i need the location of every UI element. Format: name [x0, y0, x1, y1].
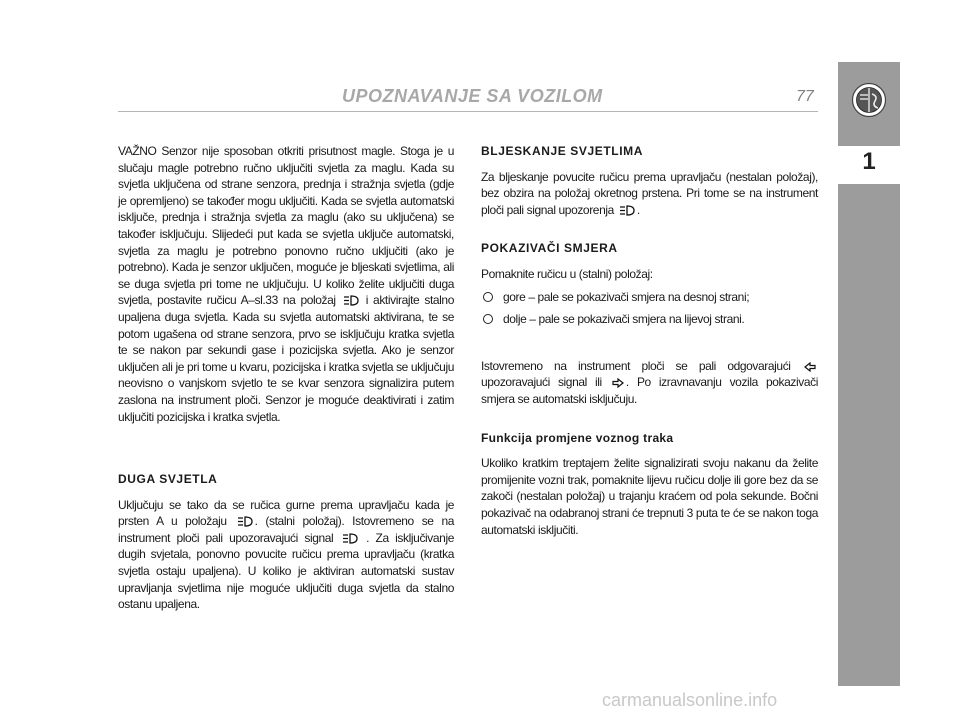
important-note-text-b: i aktivirajte stalno upaljena duga svjetla. Kada su svjetla automatski aktivirana, te se potom ugašena od strane senzora, prvo se isključuju kratka svjetla te se nakon par sekundi gase i pozicijska svjetla. Ako je senzor uključen ali je pri tome u kvaru, pozicijska i kratka svjetla se uključuju neovisno o vanjskom svjetlo te se kvar senzora signalizira putem zaslona na instrument ploči. Senzor je moguće deaktivirati i zatim uključiti pozicijska i kratka svjetla.: [118, 293, 454, 424]
flashing-heading: BLJESKANJE SVJETLIMA: [481, 144, 644, 158]
page-number: 77: [796, 88, 814, 105]
list-item: [481, 311, 818, 328]
indicators-text-c: . Po izravnavanju vozila pokazivači smjera se automatski isključuju.: [481, 375, 818, 406]
left-column: [118, 143, 454, 613]
right-arrow-icon: [612, 378, 624, 388]
indicator-bullet-text: dolje – pale se pokazivači smjera na lijevoj strani.: [503, 312, 745, 327]
list-item: [481, 289, 818, 306]
high-beam-text-c: . Za isključivanje dugih svjetala, ponovno povucite ručicu prema upravljaču (kratka svjetla ostaju upaljena). U koliko je aktiviran automatski sustav upravljanja svjetlima nije moguće uključiti duga svjetla da stalno ostanu upaljena.: [118, 530, 454, 612]
flashing-end: .: [636, 202, 640, 217]
high-beam-icon: [237, 516, 253, 527]
right-column: [481, 143, 818, 538]
header-divider: [118, 111, 818, 112]
lane-change-heading: Funkcija promjene voznog traka: [481, 430, 674, 445]
high-beam-icon: [619, 205, 635, 216]
lane-change-paragraph: Ukoliko kratkim treptajem želite signalizirati svoju nakanu da želite promijenite vozni trak, pomaknite lijevu ručicu dolje ili gore bez da se zakoči (nestalan položaj) u trajanju kraćem od pola sekunde. Bočni pokazivač na odabranoj strani će trepnuti 3 puta te će se nakon toga automatski isključiti.: [481, 456, 818, 537]
high-beam-paragraph: [118, 497, 454, 613]
left-arrow-icon: [804, 362, 816, 372]
chapter-number: 1: [862, 148, 876, 175]
high-beam-warning-icon: [342, 533, 358, 544]
indicator-bullet-text: gore – pale se pokazivači smjera na desnoj strani;: [503, 289, 750, 304]
indicators-heading: POKAZIVAČI SMJERA: [481, 241, 618, 256]
alfa-romeo-logo-icon: [851, 82, 887, 118]
high-beam-text-b: . (stalni položaj). Istovremeno se na instrument ploči pali upozoravajući signal: [118, 514, 455, 545]
bullet-circle-icon: [483, 314, 493, 324]
indicators-paragraph: [481, 358, 818, 408]
watermark: carmanualsonline.info: [602, 690, 778, 710]
bullet-circle-icon: [483, 292, 493, 302]
important-note-text-a: VAŽNO Senzor nije sposoban otkriti prisutnost magle. Stoga je u slučaju magle potrebno ručno uključiti svjetla za maglu. Kada su svjetla uključena od strane senzora, prednja i stražnja svjetla (gdje je opremljeno) se također mogu uključiti. Kada se svjetla automatski isključe, prednja i stražnja svjetla za maglu (ako su uključena) se također isključuju. Slijedeći put kada se svjetla uključe automatski, svjetla za maglu je potrebno ponovno ručno uključiti (ako je potrebno). Kada je senzor uključen, moguće je bljeskati svjetlima, ali se duga svjetla pri tome ne uključuju. U koliko želite uključiti duga svjetla, postavite ručicu A–sl.33 na položaj: [118, 144, 454, 308]
page-title: UPOZNAVANJE SA VOZILOM: [342, 86, 603, 106]
indicators-text-a: Istovremeno na instrument ploči se pali odgovarajući: [481, 358, 791, 373]
high-beam-text-a: Uključuju se tako da se ručica gurne prema upravljaču kada je prsten A u položaju: [118, 497, 454, 529]
indicators-text-b: upozoravajući signal ili: [481, 375, 602, 390]
high-beam-icon: [343, 295, 359, 306]
high-beam-heading: DUGA SVJETLA: [118, 472, 218, 487]
important-note-paragraph: [118, 143, 454, 425]
indicators-intro: Pomaknite ručicu u (stalni) položaj:: [481, 266, 653, 281]
flashing-paragraph: [481, 169, 818, 219]
flashing-text: Za bljeskanje povucite ručicu prema upravljaču (nestalan položaj), bez obzira na položaj okretnog prstena. Pri tome se na instrument ploči pali signal upozorenja: [481, 169, 818, 217]
